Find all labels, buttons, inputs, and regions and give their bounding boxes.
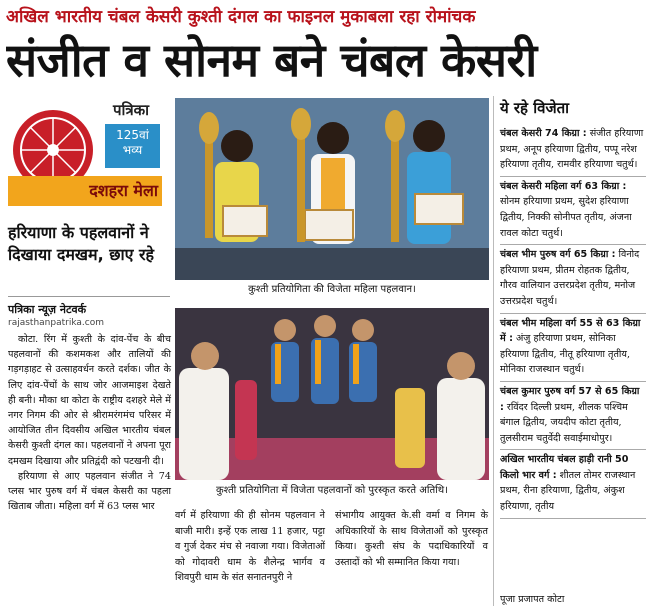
winner-category: अखिल भारतीय चंबल हाड़ी रानी 50 किलो भार वर्ग : bbox=[500, 454, 629, 481]
story-paragraph: हरियाणा से आए पहलवान संजीत ने 74 प्लस भार पुरुष वर्ग में चंबल केसरी का पहला खिताब जीता। महिला वर्ग में 63 प्लस भार bbox=[8, 470, 171, 513]
winner-names: सोनम हरियाणा प्रथम, सुदेश हरियाणा द्वितीय, निक्की सोनीपत तृतीय, अंजना रावल कोटा चतुर्थ। bbox=[500, 196, 632, 239]
column-divider bbox=[493, 96, 494, 606]
winners-tail: पूजा प्रजापत कोटा bbox=[500, 594, 565, 605]
divider bbox=[8, 296, 170, 297]
kicker-headline: अखिल भारतीय चंबल केसरी कुश्ती दंगल का फाइनल मुकाबला रहा रोमांचक bbox=[6, 7, 476, 27]
winners-heading: ये रहे विजेता bbox=[500, 99, 570, 117]
winner-entry bbox=[500, 450, 646, 518]
subheadline: हरियाणा के पहलवानों ने दिखाया दमखम, छाए रहे bbox=[8, 223, 155, 264]
story-column-3: संभागीय आयुक्त के.सी वर्मा व निगम के अधिकारियों के साथ विजेताओं को पुरस्कृत किया। कुश्ती संघ के पदाधिकारियों व उस्तादों को भी सम्मानित किया गया। bbox=[335, 510, 488, 568]
story-column-2: वर्ग में हरियाणा की ही सोनम पहलवान ने बाजी मारी। इन्हें एक लाख 11 हजार, पट्टा व गुर्ज देकर मंच से नवाजा गया। विजेताओं को गोदावरी धाम के शैलेन्द्र भार्गव व शिवपुरी धाम के संत सनातनपुरी ने bbox=[175, 510, 325, 583]
winner-category: चंबल केसरी महिला वर्ग 63 किग्रा : bbox=[500, 180, 627, 192]
event-banner: दशहरा मेला bbox=[8, 176, 162, 206]
winner-names: रविंदर दिल्ली प्रथम, शीलक पश्चिम बंगाल द्वितीय, जयदीप कोटा तृतीय, तुलसीराम चतुर्वेदी सवाईमाधोपुर। bbox=[500, 401, 628, 444]
winner-category: चंबल भीम महिला वर्ग 55 से 63 किग्रा में : bbox=[500, 317, 641, 345]
photo-caption: कुश्ती प्रतियोगिता की विजेता महिला पहलवान। bbox=[248, 284, 416, 295]
winner-names: संजीत हरियाणा प्रथम, अनूप हरियाणा द्वितीय, पप्पू नरेश हरियाणा तृतीय, रामवीर हरियाणा चतुर्थ। bbox=[500, 128, 644, 171]
winners-photo-women bbox=[175, 98, 489, 280]
winners-list bbox=[500, 124, 646, 519]
winner-category: चंबल केसरी 74 किग्रा : bbox=[500, 128, 587, 139]
winner-names: विनोद हरियाणा प्रथम, प्रीतम रोहतक द्वितीय, गौरव वालियान उत्तरप्रदेश तृतीय, मनोज उत्तरप्रदेश चतुर्थ। bbox=[500, 249, 640, 307]
winner-category: चंबल भीम पुरुष वर्ग 65 किग्रा : bbox=[500, 249, 616, 261]
winner-entry bbox=[500, 382, 646, 450]
winner-names: अंजु हरियाणा प्रथम, सोनिका हरियाणा द्वितीय, नीतू हरियाणा तृतीय, मोनिका राजस्थान चतुर्थ। bbox=[500, 333, 631, 376]
winner-names: शीतल तोमर राजस्थान प्रथम, रीना हरियाणा, द्वितीय, अंकुश हरियाणा, तृतीय bbox=[500, 469, 636, 513]
award-ceremony-photo bbox=[175, 308, 489, 480]
story-paragraph: कोटा. रिंग में कुश्ती के दांव-पेंच के बीच पहलवानों की कशमकश और तालियों की गड़गड़ाहट से उत्साहवर्धन करते दर्शक। जीत के लिए दांव-पेंचों के साथ जोर आजमाइश देखते ही बनी। मौका था कोटा के राष्ट्रीय दशहरे मेले में नगर निगम की ओर से श्रीरामरंगमंच परिसर में आयोजित तीन दिवसीय अखिल भारतीय चंबल केसरी कुश्ती दंगल का। पहलवानों ने अपना पूरा दमखम दिखाया और प्रतिद्वंदी को पटखनी दी। bbox=[8, 334, 171, 467]
winner-category: चंबल कुमार पुरुष वर्ग 57 से 65 किग्रा : bbox=[500, 385, 640, 413]
winner-entry bbox=[500, 124, 646, 177]
winner-entry bbox=[500, 314, 646, 382]
main-headline: संजीत व सोनम बने चंबल केसरी bbox=[6, 33, 537, 87]
winner-entry bbox=[500, 177, 646, 245]
website-link[interactable]: rajasthanpatrika.com bbox=[8, 318, 104, 328]
winner-entry bbox=[500, 245, 646, 313]
photo-caption: कुश्ती प्रतियोगिता में विजेता पहलवानों को पुरस्कृत करते अतिथि। bbox=[216, 485, 448, 496]
anniversary-grand: भव्य bbox=[122, 143, 143, 157]
story-column-1 bbox=[8, 332, 171, 514]
anniversary-number: 125वां bbox=[116, 128, 149, 142]
byline: पत्रिका न्यूज़ नेटवर्क bbox=[8, 303, 87, 316]
anniversary-badge bbox=[105, 124, 160, 168]
publisher-logo-text: पत्रिका bbox=[112, 101, 150, 119]
